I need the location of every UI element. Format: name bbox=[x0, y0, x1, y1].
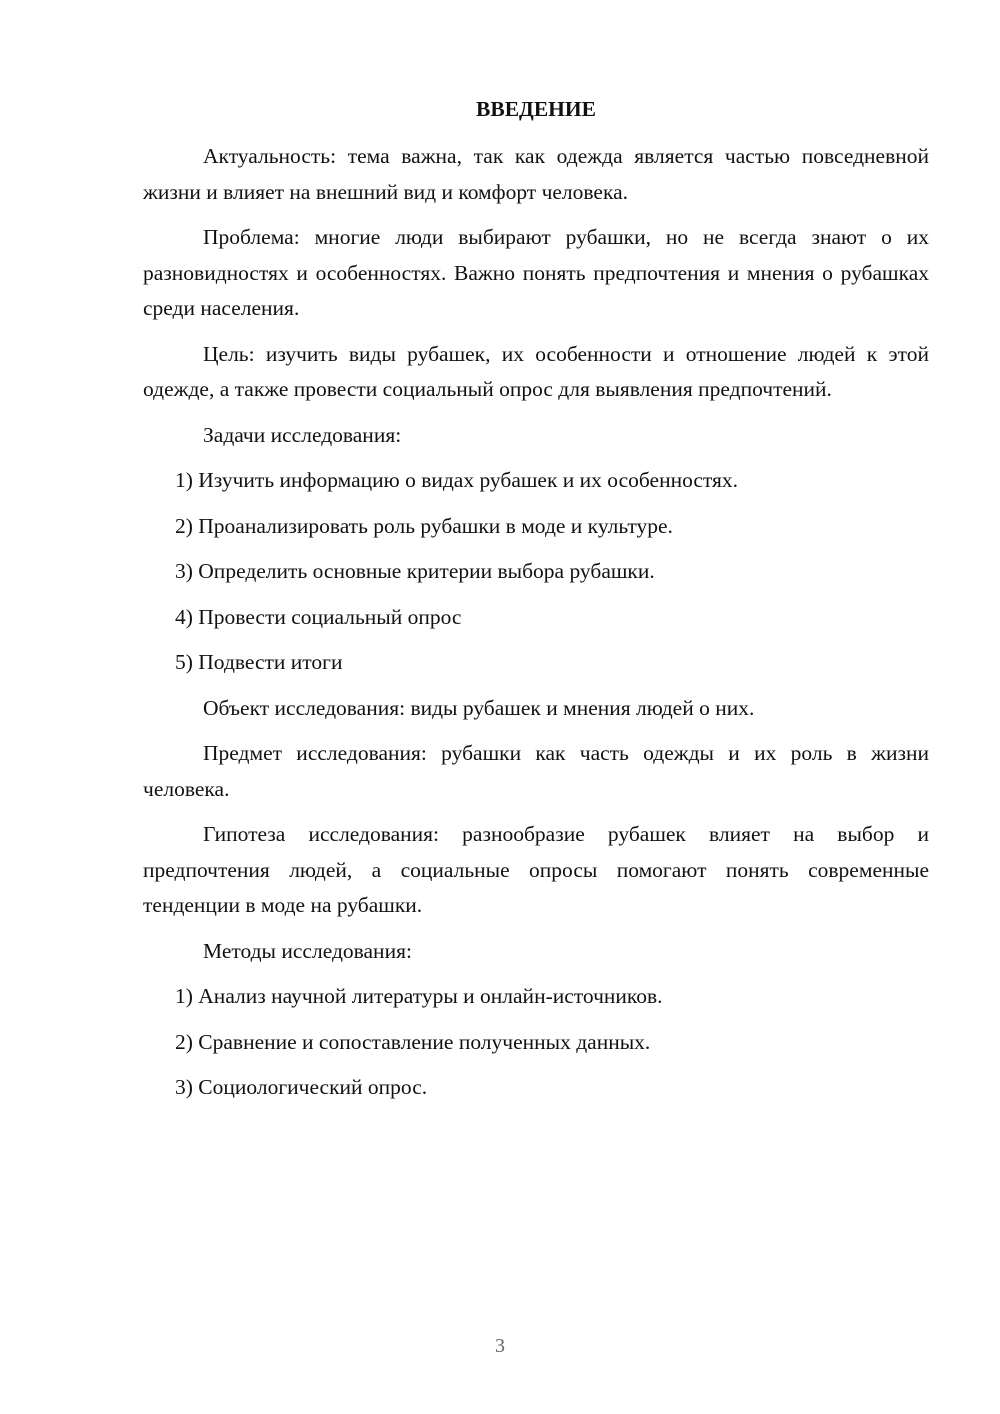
list-item: 4) Провести социальный опрос bbox=[175, 604, 462, 629]
tasks-list bbox=[143, 463, 929, 681]
tasks-heading: Задачи исследования: bbox=[203, 422, 402, 447]
list-item: 3) Социологический опрос. bbox=[175, 1075, 428, 1099]
problem-paragraph: Проблема: многие люди выбирают рубашки, но не всегда знают о их разновидностях и особенностях. Важно понять предпочтения и мнения о рубашках среди населения. bbox=[143, 225, 929, 320]
hypothesis-paragraph: Гипотеза исследования: разнообразие рубашек влияет на выбор и предпочтения людей, а социальные опросы помогают понять современные тенденции в моде на рубашки. bbox=[143, 822, 929, 917]
list-item: 2) Проанализировать роль рубашки в моде и культуре. bbox=[175, 513, 673, 538]
methods-heading: Методы исследования: bbox=[203, 938, 412, 963]
relevance-paragraph: Актуальность: тема важна, так как одежда является частью повседневной жизни и влияет на внешний вид и комфорт человека. bbox=[143, 144, 929, 204]
page-title: ВВЕДЕНИЕ bbox=[476, 97, 596, 121]
subject-paragraph: Предмет исследования: рубашки как часть одежды и их роль в жизни человека. bbox=[143, 741, 929, 801]
page-number: 3 bbox=[495, 1335, 505, 1357]
list-item: 2) Сравнение и сопоставление полученных данных. bbox=[175, 1029, 651, 1054]
page-content bbox=[143, 92, 929, 1116]
list-item: 1) Анализ научной литературы и онлайн-источников. bbox=[175, 984, 663, 1008]
object-paragraph: Объект исследования: виды рубашек и мнения людей о них. bbox=[203, 695, 755, 720]
list-item: 5) Подвести итоги bbox=[175, 650, 343, 674]
list-item: 1) Изучить информацию о видах рубашек и их особенностях. bbox=[175, 468, 739, 492]
list-item: 3) Определить основные критерии выбора рубашки. bbox=[175, 559, 655, 583]
goal-paragraph: Цель: изучить виды рубашек, их особенности и отношение людей к этой одежде, а также провести социальный опрос для выявления предпочтений. bbox=[143, 341, 929, 401]
methods-list bbox=[143, 979, 929, 1106]
